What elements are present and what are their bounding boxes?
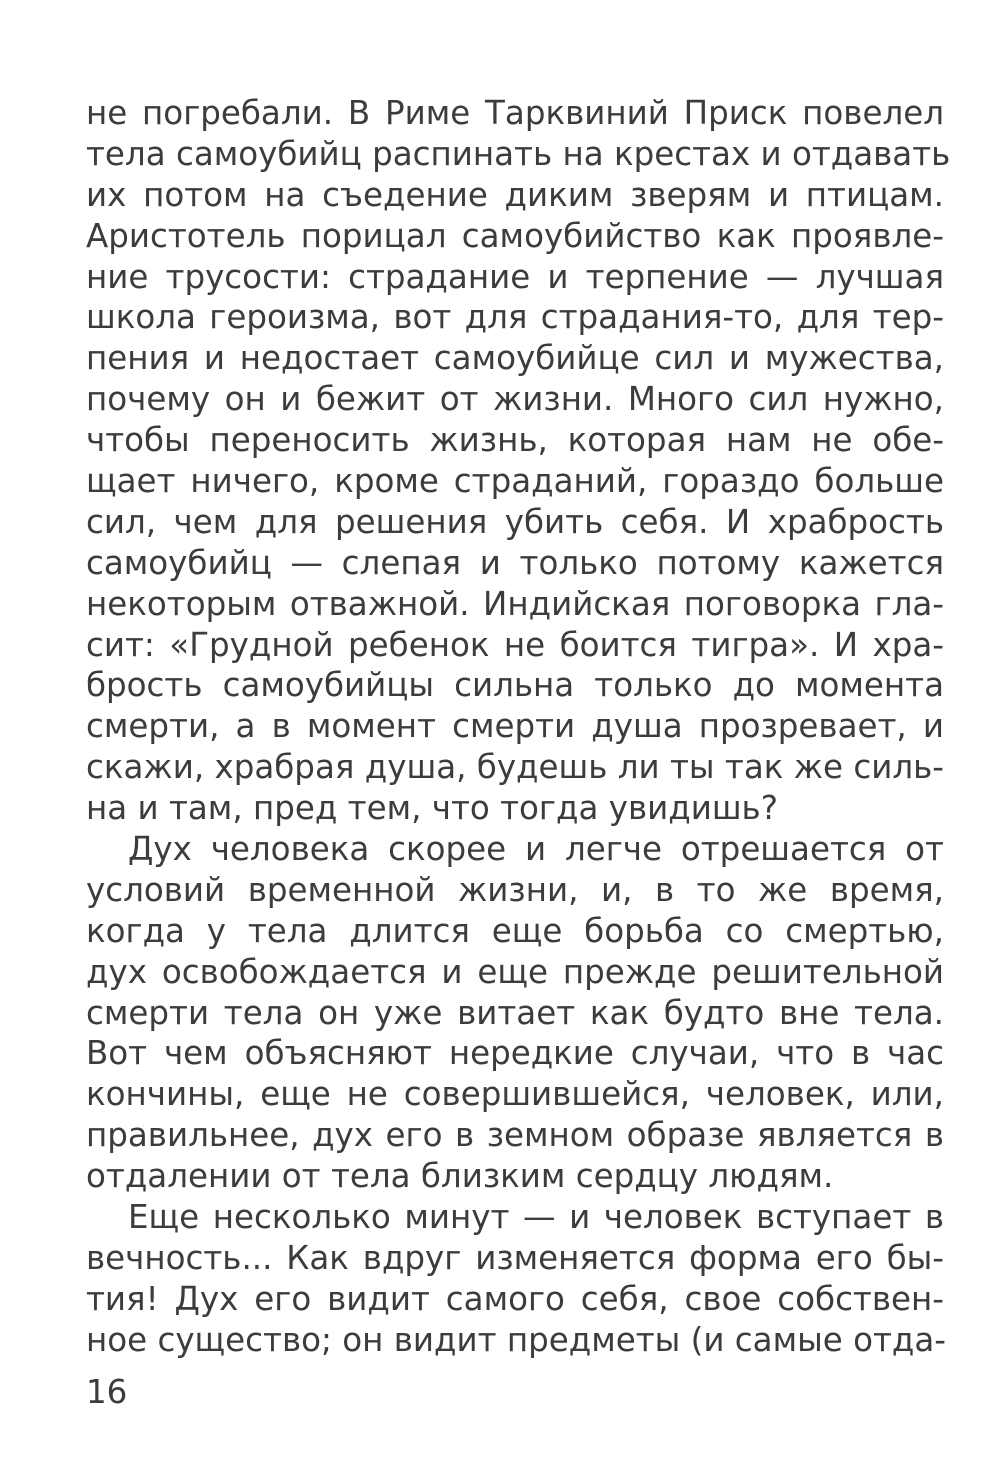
text-line: сит: «Грудной ребенок не боится тигра». И хра- <box>86 625 944 664</box>
text-line: отдалении от тела близким сердцу людям. <box>86 1157 834 1196</box>
text-line: вечность... Как вдруг изменяется форма его бы- <box>86 1238 944 1277</box>
text-line: чтобы переносить жизнь, которая нам не обе- <box>86 421 944 460</box>
text-line: Вот чем объясняют нередкие случаи, что в час <box>86 1034 944 1073</box>
text-line: правильнее, дух его в земном образе является в <box>86 1116 944 1155</box>
text-line: сил, чем для решения убить себя. И храбрость <box>86 502 944 541</box>
text-line: школа героизма, вот для страдания-то, для тер- <box>86 298 944 337</box>
text-line: щает ничего, кроме страданий, гораздо больше <box>86 462 944 501</box>
text-line: тия! Дух его видит самого себя, свое собствен- <box>86 1279 944 1318</box>
text-line: на и там, пред тем, что тогда увидишь? <box>86 789 778 828</box>
paragraph-3 <box>86 1197 947 1361</box>
text-line: не погребали. В Риме Тарквиний Приск повелел <box>86 94 944 132</box>
paragraph-1 <box>86 93 951 829</box>
text-line: пения и недостает самоубийце сил и мужества, <box>86 339 944 378</box>
text-line: условий временной жизни, и, в то же время, <box>86 870 944 909</box>
page-number: 16 <box>86 1373 128 1411</box>
text-line: смерти, а в момент смерти душа прозревает, и <box>86 707 944 746</box>
text-line: некоторым отважной. Индийская поговорка гла- <box>86 584 944 623</box>
text-line: Еще несколько минут — и человек вступает в <box>128 1198 944 1237</box>
text-line: почему он и бежит от жизни. Много сил нужно, <box>86 380 944 419</box>
page-body <box>86 93 951 1361</box>
text-line: их потом на съедение диким зверям и птицам. <box>86 175 944 214</box>
text-line: когда у тела длится еще борьба со смертью, <box>86 911 944 950</box>
paragraph-2 <box>86 829 944 1197</box>
text-line: брость самоубийцы сильна только до момента <box>86 666 944 705</box>
text-line: кончины, еще не совершившейся, человек, или, <box>86 1075 944 1114</box>
text-line: самоубийц — слепая и только потому кажется <box>86 543 944 582</box>
text-line: Аристотель порицал самоубийство как проявле- <box>86 216 944 255</box>
text-line: тела самоубийц распинать на крестах и отдавать <box>86 134 951 173</box>
text-line: ние трусости: страдание и терпение — лучшая <box>86 257 944 296</box>
text-line: скажи, храбрая душа, будешь ли ты так же силь- <box>86 748 944 787</box>
text-line: дух освобождается и еще прежде решительной <box>86 952 944 991</box>
text-line: смерти тела он уже витает как будто вне тела. <box>86 993 944 1032</box>
text-line: Дух человека скорее и легче отрешается от <box>128 830 944 869</box>
text-line: ное существо; он видит предметы (и самые отда- <box>86 1320 947 1359</box>
